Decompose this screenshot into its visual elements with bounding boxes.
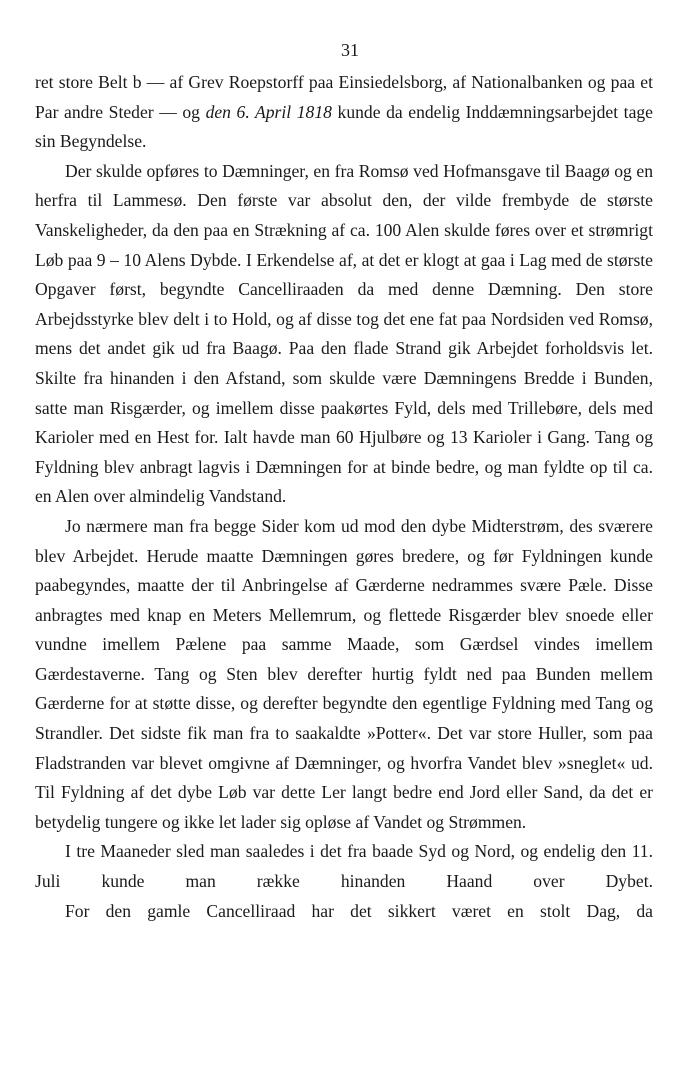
paragraph-5: For den gamle Cancelliraad har det sikkert været en stolt Dag, da <box>65 900 653 921</box>
paragraph-1-date: den 6. April 1818 <box>205 101 332 122</box>
paragraph-1-start: ret store Belt b — af Grev Roepstorff paa Einsiedelsborg, af Nationalbanken og paa et Par andre Steder — og <box>35 72 653 122</box>
page-number: 31 <box>341 40 359 60</box>
paragraph-1 <box>35 68 653 157</box>
paragraph-1-end: kunde da endelig Inddæmningsarbejdet tage sin Begyndelse. <box>35 101 653 152</box>
paragraph-3: Jo nærmere man fra begge Sider kom ud mod den dybe Midterstrøm, des sværere blev Arbejdet. Herude maatte Dæmningen gøres bredere, og før Fyldningen kunde paabegyndes, maatte der til Anbringelse af Gærderne nedrammes svære Pæle. Disse anbragtes med knap en Meters Mellemrum, og flettede Risgærder blev snoede eller vundne imellem Pælene paa samme Maade, som Gærdsel vindes imellem Gærdestaverne. Tang og Sten blev derefter hurtig fyldt ned paa Bunden mellem Gærderne for at støtte disse, og derefter begyndte den egentlige Fyldning med Tang og Strandler. Det sidste fik man fra to saakaldte »Potter«. Det var store Huller, som paa Fladstranden var blevet omgivne af Dæmninger, og hvorfra Vandet blev »sneglet« ud. Til Fyldning af det dybe Løb var dette Ler langt bedre end Jord eller Sand, da det er betydelig tungere og ikke let lader sig opløse af Vandet og Strømmen. <box>35 515 653 832</box>
paragraph-4: I tre Maaneder sled man saaledes i det fra baade Syd og Nord, og endelig den 11. Juli kunde man række hinanden Haand over Dybet. <box>35 841 653 892</box>
body-text <box>35 68 653 926</box>
paragraph-2: Der skulde opføres to Dæmninger, en fra Romsø ved Hofmansgave til Baagø og en herfra til Lammesø. Den første var absolut den, der vilde frembyde de største Vanskeligheder, da den paa en Strækning af ca. 100 Alen skulde føres over et strømrigt Løb paa 9 – 10 Alens Dybde. I Erkendelse af, at det er klogt at gaa i Lag med de største Opgaver først, begyndte Cancelliraaden da med denne Dæmning. Den store Arbejdsstyrke blev delt i to Hold, og af disse tog det ene fat paa Nordsiden ved Romsø, mens det andet gik ud fra Baagø. Paa den flade Strand gik Arbejdet forholdsvis let. Skilte fra hinanden i den Afstand, som skulde være Dæmningens Bredde i Bunden, satte man Risgærder, og imellem disse paakørtes Fyld, dels med Trillebøre, dels med Karioler med en Hest for. Ialt havde man 60 Hjulbøre og 13 Karioler i Gang. Tang og Fyldning blev anbragt lagvis i Dæmningen for at binde bedre, og man fyldte op til ca. en Alen over almindelig Vandstand. <box>35 160 653 507</box>
